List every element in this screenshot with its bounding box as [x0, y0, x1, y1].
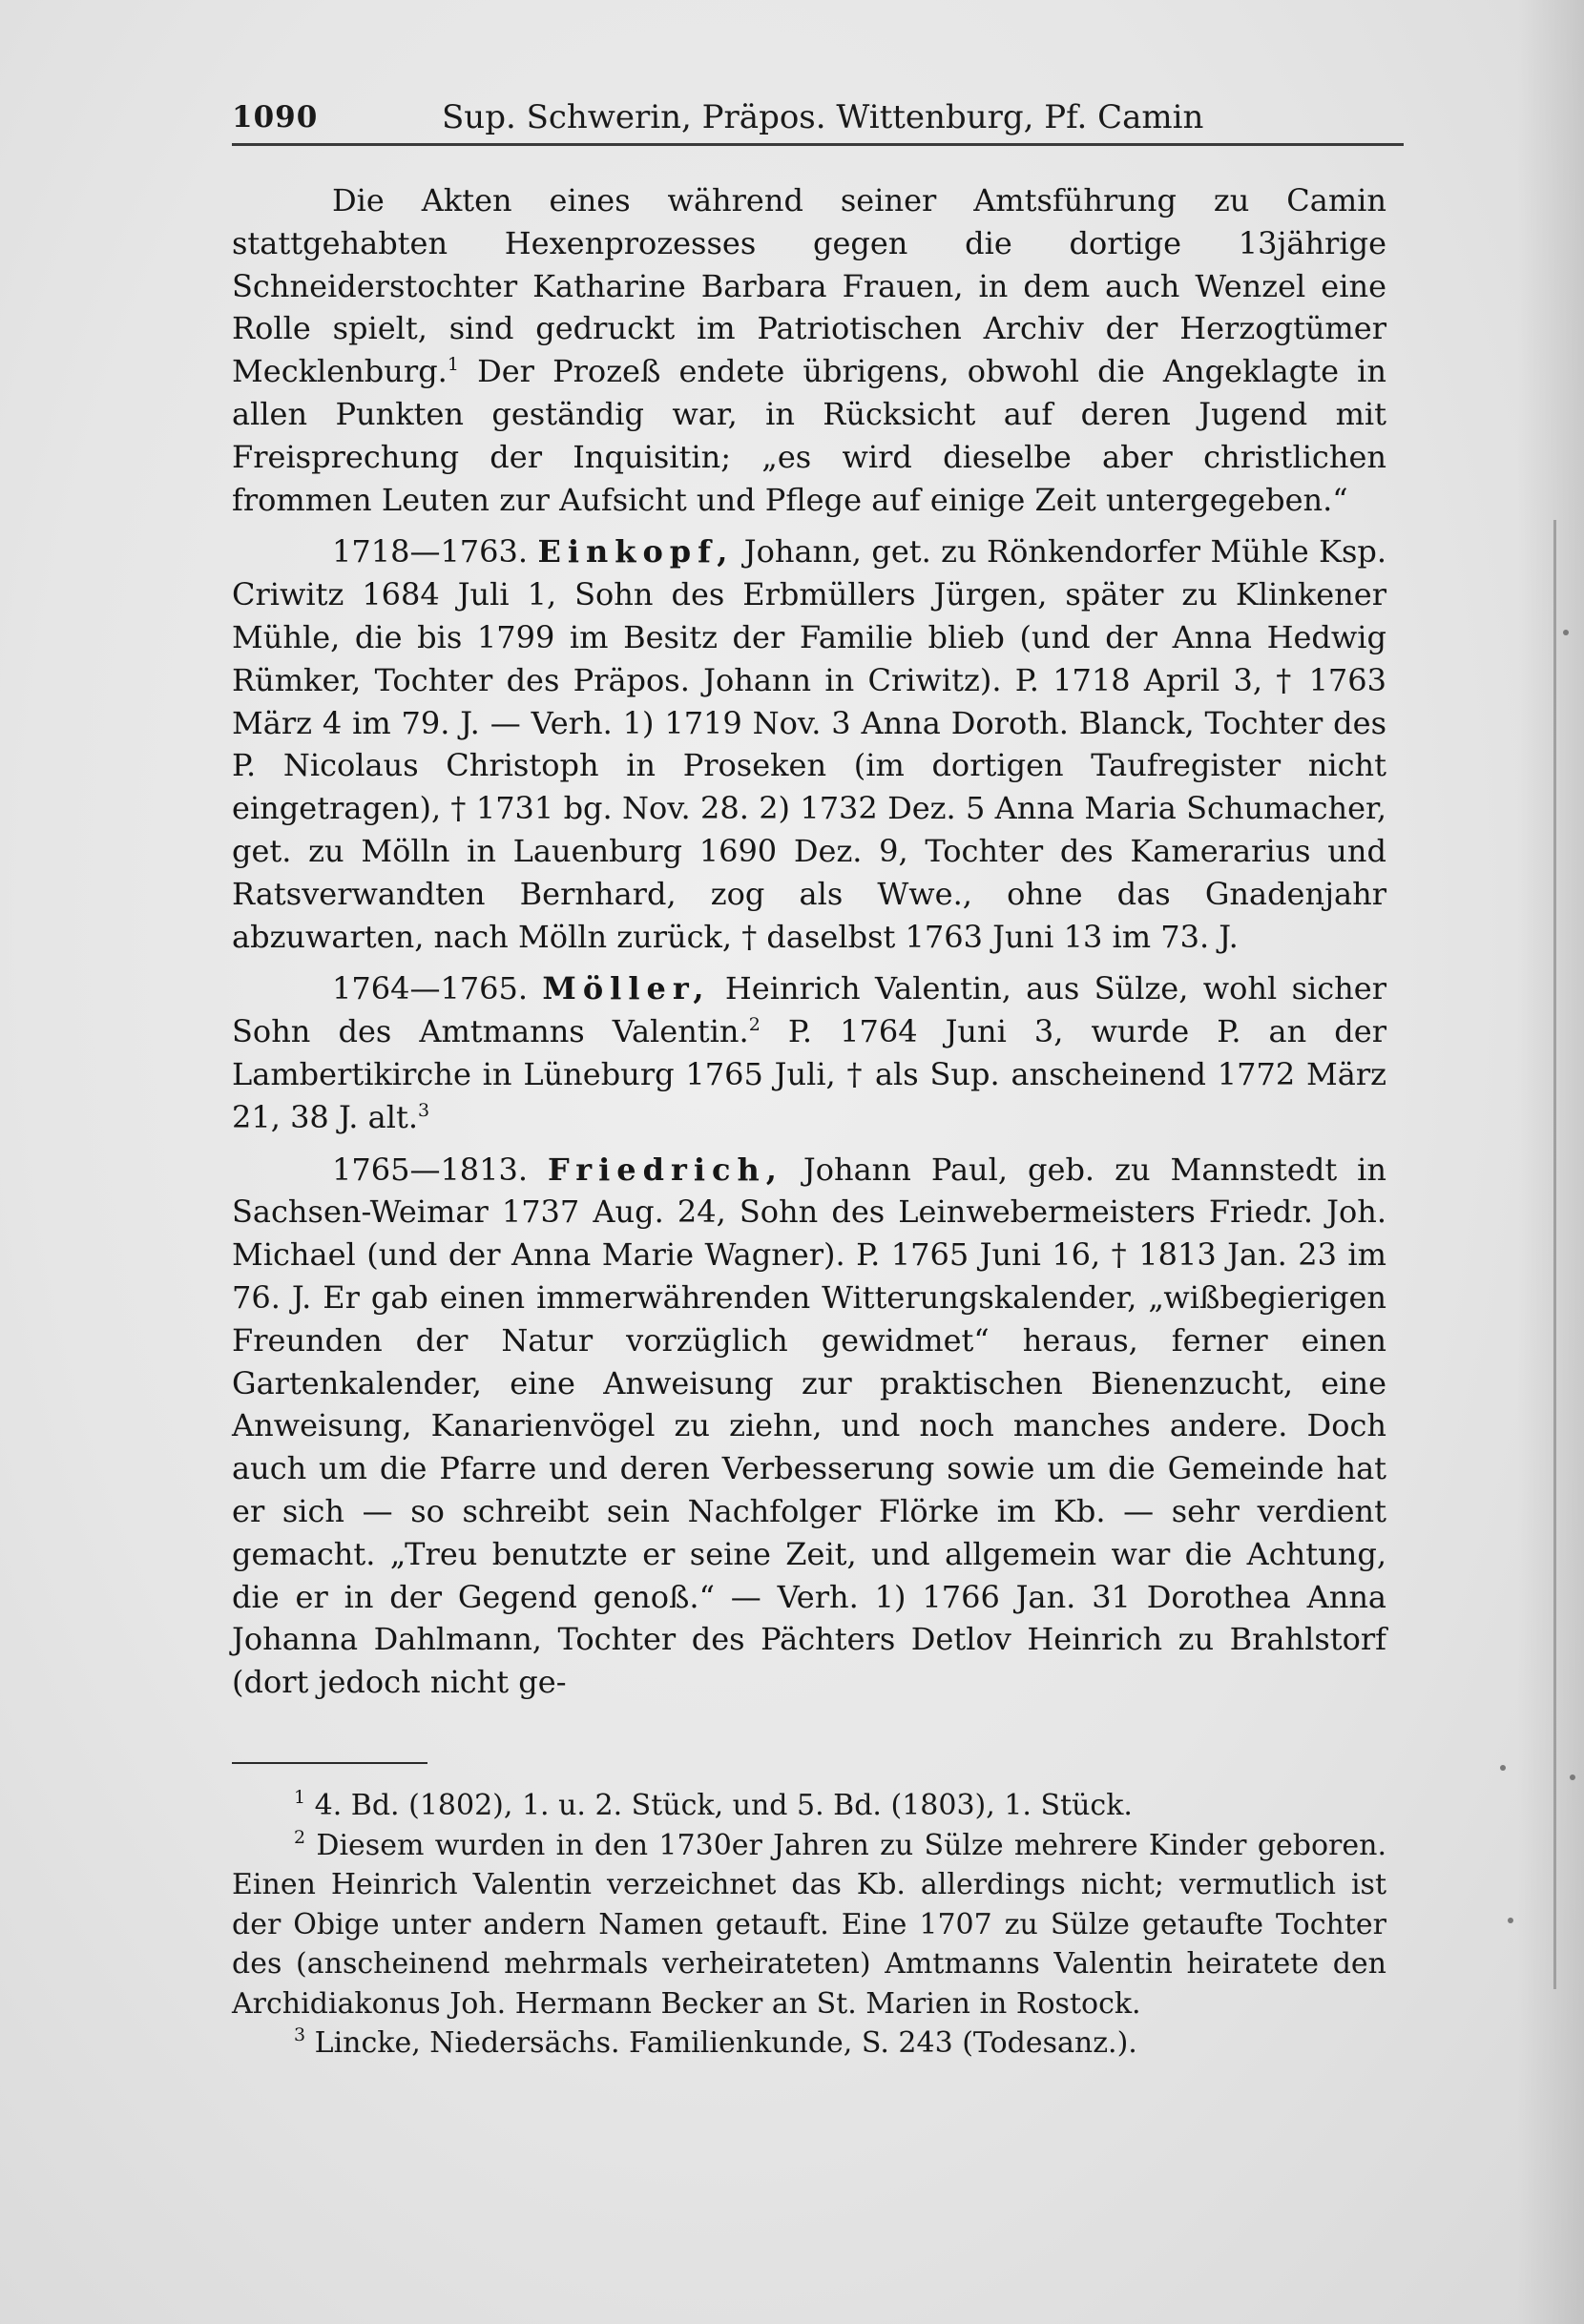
footnote-ref: 3 [417, 1099, 430, 1121]
footnote [232, 2023, 1386, 2064]
entry-name: Einkopf, [537, 533, 735, 571]
scan-speck [1500, 1765, 1506, 1771]
paragraph-text: Johann Paul, geb. zu Mannstedt in Sachsen-Weimar 1737 Aug. 24, Sohn des Leinwebermeisters Friedr. Joh. Michael (und der Anna Marie Wagner). P. 1765 Juni 16, † 1813 Jan. 23 im 76. J. Er gab einen immerwährenden Witterungskalender, „wißbegierigen Freunden der Natur vorzüglich gewidmet“ heraus, ferner einen Gartenkalender, eine Anweisung zur praktischen Bienenzucht, eine Anweisung, Kanarienvögel zu ziehn, und noch manches andere. Doch auch um die Pfarre und deren Verbesserung sowie um die Gemeinde hat er sich — so schreibt sein Nachfolger Flörke im Kb. — sehr verdient gemacht. „Treu benutzte er seine Zeit, und allgemein war die Achtung, die er in der Gegend genoß.“ — Verh. 1) 1766 Jan. 31 Dorothea Anna Johanna Dahlmann, Tochter des Pächters Detlov Heinrich zu Brahlstorf (dort jedoch nicht ge- [232, 1151, 1387, 1701]
scan-speck [1570, 1774, 1575, 1780]
paragraph-friedrich [232, 1149, 1386, 1704]
page-header [232, 93, 1404, 140]
footnote-marker: 1 [294, 1787, 306, 1808]
paragraph-text: Heinrich Valentin, aus Sülze, wohl sicher Sohn des Amtmanns Valentin. [232, 970, 1387, 1050]
scan-speck [1563, 630, 1569, 635]
entry-name: Möller, [542, 970, 711, 1007]
scan-speck [1508, 1918, 1513, 1923]
paragraph-einkopf [232, 530, 1386, 958]
footnote-marker: 2 [294, 1826, 306, 1848]
footnote-marker: 3 [294, 2024, 306, 2045]
entry-years: 1718—1763. [332, 533, 529, 571]
entry-years: 1764—1765. [332, 970, 529, 1007]
paragraph-moeller [232, 967, 1386, 1138]
page-number: 1090 [232, 100, 319, 135]
footnote-ref: 1 [447, 354, 459, 376]
entry-years: 1765—1813. [332, 1151, 529, 1188]
footnote-text: Lincke, Niedersächs. Familienkunde, S. 243 (Todesanz.). [314, 2026, 1137, 2060]
footnote-text: 4. Bd. (1802), 1. u. 2. Stück, und 5. Bd. (1803), 1. Stück. [314, 1789, 1133, 1822]
footnotes [232, 1786, 1386, 2064]
paragraph-text: Der Prozeß endete übrigens, obwohl die Angeklagte in allen Punkten geständig war, in Rücksicht auf deren Jugend mit Freisprechung der Inquisitin; „es wird dieselbe aber christlichen frommen Leuten zur Aufsicht und Pflege auf einige Zeit untergegeben.“ [232, 353, 1387, 518]
paragraph-text: P. 1764 Juni 3, wurde P. an der Lambertikirche in Lüneburg 1765 Juli, † als Sup. anscheinend 1772 März 21, 38 J. alt. [232, 1013, 1387, 1135]
entry-name: Friedrich, [548, 1151, 783, 1188]
page-edge-shadow [1517, 0, 1584, 2324]
footnote [232, 1826, 1386, 2024]
paragraph-text: Die Akten eines während seiner Amtsführung zu Camin stattgehabten Hexenprozesses gegen die dortige 13jährige Schneiderstochter Katharine Barbara Frauen, in dem auch Wenzel eine Rolle spielt, sind gedruckt im Patriotischen Archiv der Herzogtümer Mecklenburg. [232, 182, 1386, 390]
footnote-ref: 2 [748, 1014, 761, 1036]
header-rule [232, 143, 1404, 146]
paragraph-wenzel-trial [232, 179, 1386, 521]
main-text [232, 179, 1386, 1713]
running-head: Sup. Schwerin, Präpos. Wittenburg, Pf. Camin [442, 98, 1204, 136]
page-edge-line [1553, 520, 1556, 1989]
paragraph-text: Johann, get. zu Rönkendorfer Mühle Ksp. Criwitz 1684 Juli 1, Sohn des Erbmüllers Jürgen, später zu Klinkener Mühle, die bis 1799 im Besitz der Familie blieb (und der Anna Hedwig Rümker, Tochter des Präpos. Johann in Criwitz). P. 1718 April 3, † 1763 März 4 im 79. J. — Verh. 1) 1719 Nov. 3 Anna Doroth. Blanck, Tochter des P. Nicolaus Christoph in Proseken (im dortigen Taufregister nicht eingetragen), † 1731 bg. Nov. 28. 2) 1732 Dez. 5 Anna Maria Schumacher, get. zu Mölln in Lauenburg 1690 Dez. 9, Tochter des Kamerarius und Ratsverwandten Bernhard, zog als Wwe., ohne das Gnadenjahr abzuwarten, nach Mölln zurück, † daselbst 1763 Juni 13 im 73. J. [232, 533, 1387, 955]
footnote-rule [232, 1762, 427, 1764]
footnote [232, 1786, 1386, 1826]
footnote-text: Diesem wurden in den 1730er Jahren zu Sülze mehrere Kinder geboren. Einen Heinrich Valentin verzeichnet das Kb. allerdings nicht; vermutlich ist der Obige unter andern Namen getauft. Eine 1707 zu Sülze getaufte Tochter des (anscheinend mehrmals verheirateten) Amtmanns Valentin heiratete den Archidiakonus Joh. Hermann Becker an St. Marien in Rostock. [232, 1828, 1386, 2021]
